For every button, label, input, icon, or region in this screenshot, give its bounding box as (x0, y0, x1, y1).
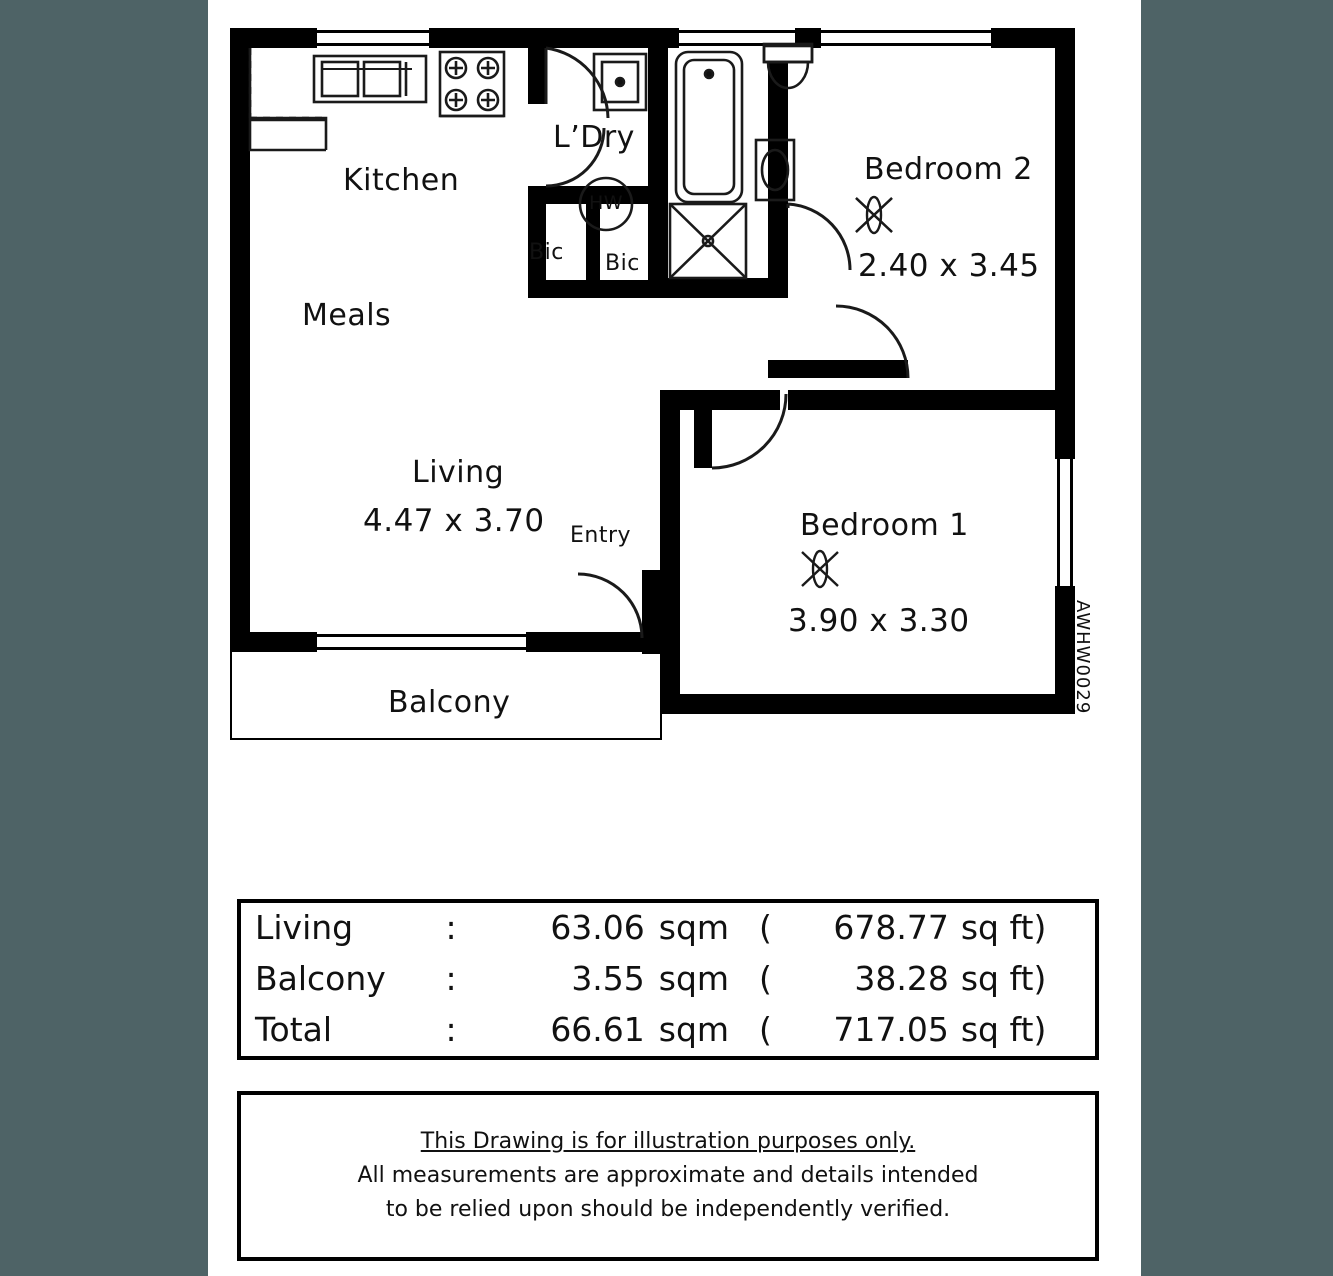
area-row-name-total: Total (255, 1010, 333, 1049)
built-in-cupboard-label-1: Bic (529, 240, 564, 265)
area-row-sqft-unit-living: sq ft) (960, 908, 1047, 947)
disclaimer-line-1: This Drawing is for illustration purposes only. (420, 1128, 916, 1154)
room-dimension-living: 4.47 x 3.70 (363, 503, 545, 539)
area-row-colon-balcony: : (445, 959, 457, 998)
area-row-colon-living: : (445, 908, 457, 947)
area-row-paren-balcony: ( (759, 959, 772, 998)
room-label-living: Living (412, 455, 505, 490)
area-row-sqm-total: 66.61 (550, 1010, 645, 1049)
room-label-bedroom-2: Bedroom 2 (864, 152, 1033, 187)
area-table (241, 903, 1095, 1056)
drawing-reference-code: AWHW0029 (1072, 600, 1093, 715)
area-row-sqm-unit-balcony: sqm (658, 959, 730, 998)
room-label-ldry: L’Dry (553, 120, 635, 155)
area-row-sqft-unit-total: sq ft) (960, 1010, 1047, 1049)
area-row-name-living: Living (255, 908, 354, 947)
room-label-kitchen: Kitchen (343, 163, 460, 198)
room-label-bedroom-1: Bedroom 1 (800, 508, 969, 543)
area-row-sqm-unit-total: sqm (658, 1010, 730, 1049)
area-row-paren-living: ( (759, 908, 772, 947)
area-row-sqft-living: 678.77 (833, 908, 949, 947)
area-row-colon-total: : (445, 1010, 457, 1049)
floor-plan-sheet (208, 0, 1141, 1276)
disclaimer-line-3: to be relied upon should be independently verified. (385, 1197, 951, 1223)
floor-plan-svg (208, 0, 1141, 790)
room-dimension-bedroom-2: 2.40 x 3.45 (858, 248, 1040, 284)
built-in-cupboard-label-2: Bic (605, 251, 640, 276)
disclaimer-box (237, 1091, 1099, 1261)
disclaimer-line-2: All measurements are approximate and details intended (357, 1162, 979, 1188)
area-row-sqm-living: 63.06 (550, 908, 645, 947)
area-summary-table (237, 899, 1099, 1060)
area-row-sqm-balcony: 3.55 (571, 959, 645, 998)
floor-plan-drawing (208, 0, 1141, 790)
area-row-paren-total: ( (759, 1010, 772, 1049)
room-label-balcony: Balcony (388, 685, 511, 720)
area-row-name-balcony: Balcony (255, 959, 386, 998)
table-row (241, 903, 1095, 954)
table-row (241, 1005, 1095, 1056)
room-label-meals: Meals (302, 298, 392, 333)
area-row-sqft-balcony: 38.28 (854, 959, 949, 998)
area-row-sqm-unit-living: sqm (658, 908, 730, 947)
room-dimension-bedroom-1: 3.90 x 3.30 (788, 603, 970, 639)
table-row (241, 954, 1095, 1005)
hot-water-label: HW (589, 192, 624, 214)
area-row-sqft-total: 717.05 (833, 1010, 949, 1049)
area-row-sqft-unit-balcony: sq ft) (960, 959, 1047, 998)
room-label-entry: Entry (570, 523, 632, 548)
